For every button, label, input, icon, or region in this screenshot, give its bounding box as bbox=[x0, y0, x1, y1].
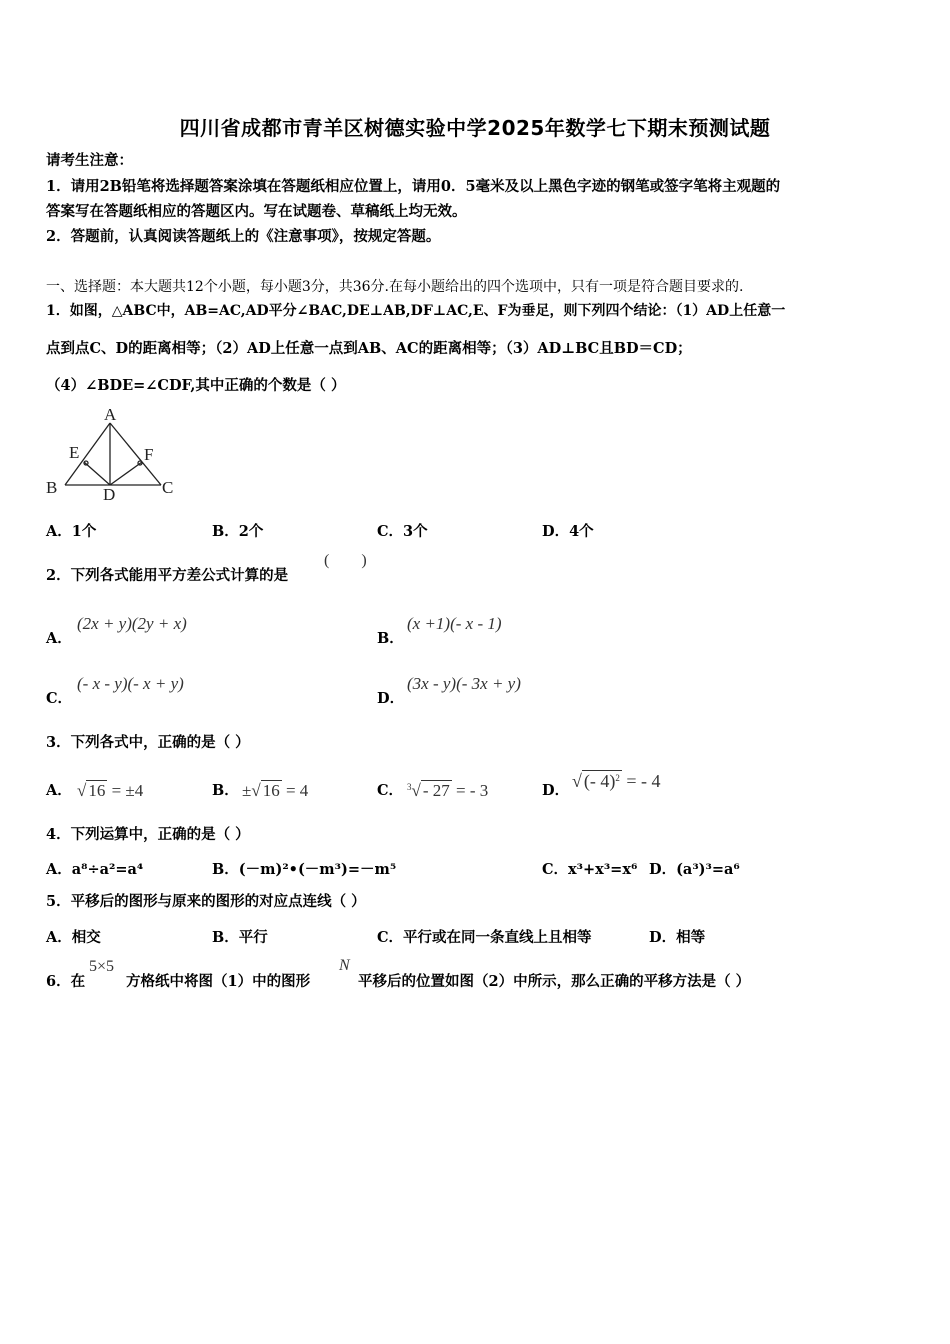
q3-option-b-expr: ±√ 16 = 4 bbox=[242, 781, 309, 800]
q6-prefix: 6．在 bbox=[46, 973, 86, 990]
label-a: A bbox=[104, 405, 117, 424]
notice-line-1: 1．请用2B铅笔将选择题答案涂填在答题纸相应位置上，请用0．5毫米及以上黑色字迹的钢笔或签字笔将主观题的 bbox=[46, 178, 781, 195]
section-heading: 一、选择题：本大题共12个小题，每小题3分，共36分.在每小题给出的四个选项中，只有一项是符合题目要求的. bbox=[46, 279, 744, 295]
q2-option-b-expr: (x +1)(- x - 1) bbox=[407, 614, 502, 633]
q2-option-b-label[interactable]: B． bbox=[377, 630, 404, 647]
q6-suffix: 平移后的位置如图（2）中所示，那么正确的平移方法是（ ） bbox=[358, 973, 751, 990]
q2-paren: ( ) bbox=[324, 552, 367, 569]
q1-line-1: 1．如图，△ABC中，AB=AC,AD平分∠BAC,DE⊥AB,DF⊥AC,E、F为垂足，则下列四个结论：（1）AD上任意一 bbox=[46, 303, 786, 319]
q6-grid-size: 5×5 bbox=[89, 958, 115, 975]
q5-option-c[interactable]: C．平行或在同一条直线上且相等 bbox=[377, 929, 592, 946]
q3-option-b-label[interactable]: B． bbox=[212, 782, 239, 799]
q5-option-d[interactable]: D．相等 bbox=[649, 929, 706, 946]
q2-option-d-label[interactable]: D． bbox=[377, 690, 405, 707]
q4-option-c[interactable]: C．x³+x³=x⁶ bbox=[542, 861, 638, 878]
triangle-figure bbox=[40, 400, 190, 505]
q1-option-a[interactable]: A．1个 bbox=[46, 523, 97, 540]
label-e: E bbox=[69, 443, 80, 462]
label-f: F bbox=[144, 445, 154, 464]
q6-middle: 方格纸中将图（1）中的图形 bbox=[126, 973, 311, 990]
q3-option-d-label[interactable]: D． bbox=[542, 782, 570, 799]
q2-option-d-expr: (3x - y)(- 3x + y) bbox=[407, 674, 521, 693]
q5-option-a[interactable]: A．相交 bbox=[46, 929, 101, 946]
notice-line-2: 答案写在答题纸相应的答题区内。写在试题卷、草稿纸上均无效。 bbox=[46, 203, 467, 220]
q3-option-a-label[interactable]: A． bbox=[46, 782, 72, 799]
q4-option-d[interactable]: D．(a³)³=a⁶ bbox=[649, 861, 740, 878]
label-b: B bbox=[46, 478, 58, 497]
q2-option-c-label[interactable]: C． bbox=[46, 690, 73, 707]
q3-option-c-expr: $^3$√ - 27 = - 3 bbox=[407, 781, 489, 800]
q2-option-c-expr: (- x - y)(- x + y) bbox=[77, 674, 184, 693]
q4-stem: 4．下列运算中，正确的是（ ） bbox=[46, 826, 250, 843]
q1-line-2: 点到点C、D的距离相等；（2）AD上任意一点到AB、AC的距离相等；（3）AD⊥BC且BD＝CD； bbox=[46, 340, 692, 357]
q3-option-d-expr: √ (- 4)$^2$ = - 4 bbox=[572, 771, 661, 791]
notice-line-3: 2．答题前，认真阅读答题纸上的《注意事项》，按规定答题。 bbox=[46, 228, 441, 245]
q1-line-3: （4）∠BDE=∠CDF,其中正确的个数是（ ） bbox=[46, 377, 346, 394]
q5-stem: 5．平移后的图形与原来的图形的对应点连线（ ） bbox=[46, 893, 366, 910]
q2-stem: 2．下列各式能用平方差公式计算的是 bbox=[46, 567, 289, 584]
page-title: 四川省成都市青羊区树德实验中学2025年数学七下期末预测试题 bbox=[179, 116, 771, 140]
q4-option-a[interactable]: A．a⁸÷a²=a⁴ bbox=[46, 861, 144, 878]
q2-option-a-expr: (2x + y)(2y + x) bbox=[77, 614, 187, 633]
label-c: C bbox=[162, 478, 174, 497]
notice-heading: 请考生注意： bbox=[46, 152, 133, 169]
q1-option-c[interactable]: C．3个 bbox=[377, 523, 428, 540]
q4-option-b[interactable]: B．(－m)²•(－m³)=－m⁵ bbox=[212, 861, 397, 878]
q6-figure-n: N bbox=[339, 957, 350, 974]
q1-option-d[interactable]: D．4个 bbox=[542, 523, 594, 540]
q3-stem: 3．下列各式中，正确的是（ ） bbox=[46, 734, 250, 751]
q3-option-a-expr: √ 16 = ±4 bbox=[77, 781, 144, 800]
q3-option-c-label[interactable]: C． bbox=[377, 782, 404, 799]
q2-option-a-label[interactable]: A． bbox=[46, 630, 72, 647]
label-d: D bbox=[103, 485, 116, 504]
q5-option-b[interactable]: B．平行 bbox=[212, 929, 268, 946]
q1-option-b[interactable]: B．2个 bbox=[212, 523, 264, 540]
